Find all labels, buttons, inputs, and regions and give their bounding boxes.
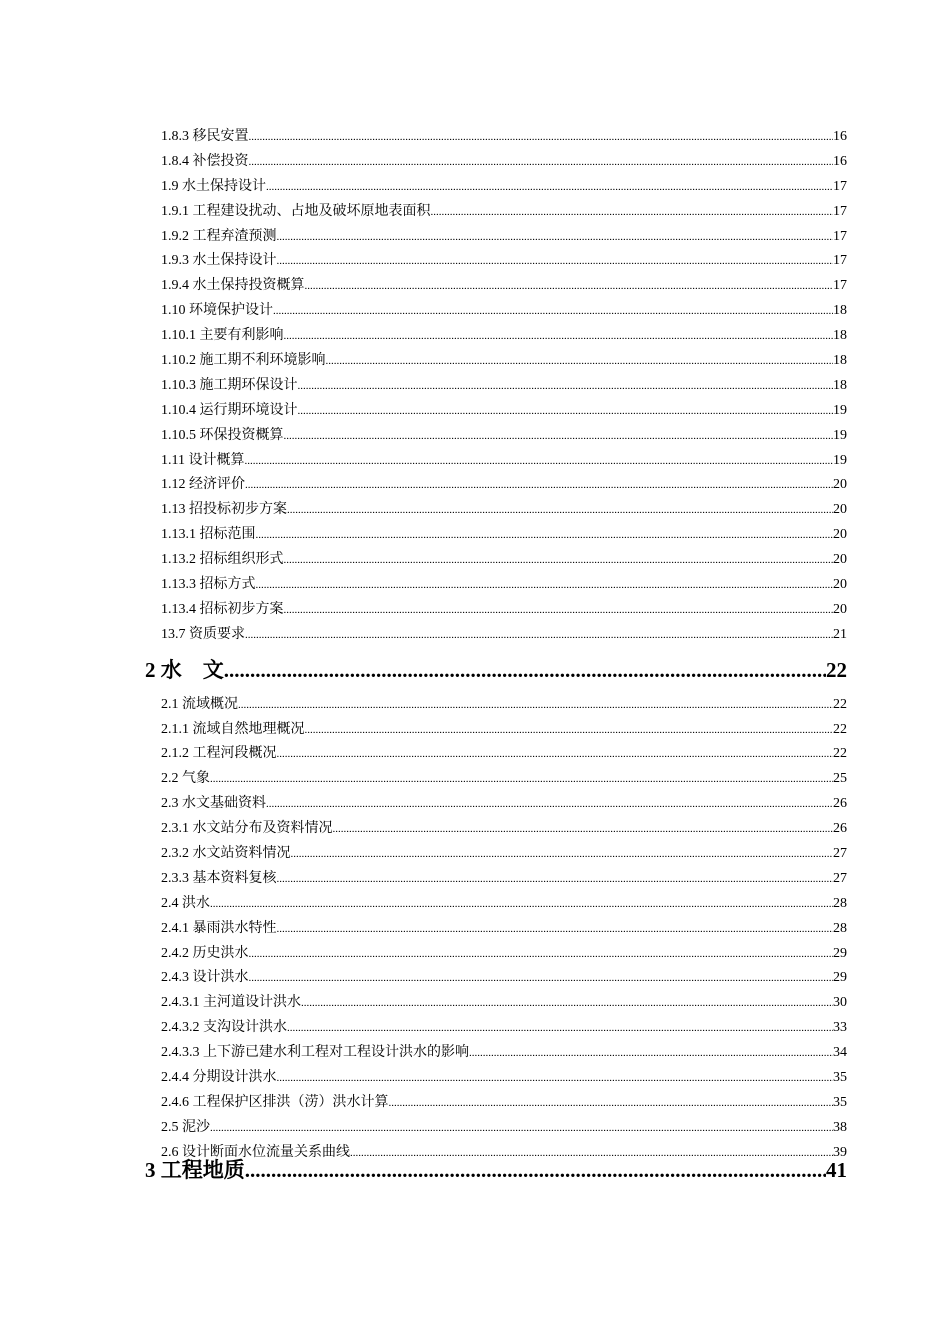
toc-entry-page: 19: [833, 452, 847, 468]
chapter-page: 22: [826, 657, 847, 682]
toc-entry[interactable]: [145, 842, 847, 867]
toc-dot-leader: [305, 274, 834, 299]
toc-entry-page: 22: [833, 721, 847, 737]
toc-entry-page: 28: [833, 895, 847, 911]
toc-entry-page: 19: [833, 427, 847, 443]
toc-dot-leader: [210, 767, 833, 792]
toc-dot-leader: [298, 399, 834, 424]
toc-entry[interactable]: [145, 424, 847, 449]
toc-entry-title: 1.10.3 施工期环保设计: [161, 377, 298, 393]
toc-entry-title: 1.13.3 招标方式: [161, 577, 256, 593]
toc-entry[interactable]: [145, 374, 847, 399]
toc-dot-leader: [256, 573, 834, 598]
chapter-page: 41: [826, 1157, 847, 1182]
toc-entry-title: 2.4.3.2 支沟设计洪水: [161, 1020, 287, 1036]
toc-entry-page: 39: [833, 1144, 847, 1160]
toc-dot-leader: [238, 693, 833, 718]
toc-entry[interactable]: [145, 299, 847, 324]
toc-dot-leader: [469, 1041, 833, 1066]
toc-entry-page: 17: [833, 228, 847, 244]
toc-entry-title: 1.9.3 水土保持设计: [161, 253, 277, 269]
toc-entry[interactable]: [145, 598, 847, 623]
toc-dot-leader: [245, 1134, 826, 1206]
toc-dot-leader: [284, 598, 834, 623]
toc-entry-title: 2.3.1 水文站分布及资料情况: [161, 821, 333, 837]
toc-section-1: [145, 125, 847, 648]
toc-dot-leader: [291, 842, 834, 867]
toc-entry-page: 21: [833, 626, 847, 642]
toc-entry[interactable]: [145, 867, 847, 892]
toc-dot-leader: [210, 892, 833, 917]
toc-entry-page: 20: [833, 527, 847, 543]
toc-entry-page: 17: [833, 253, 847, 269]
toc-entry[interactable]: [145, 967, 847, 992]
chapter-title: 3 工程地质: [145, 1157, 245, 1182]
toc-entry-page: 35: [833, 1070, 847, 1086]
toc-entry-page: 18: [833, 303, 847, 319]
toc-chapter-2[interactable]: [145, 648, 847, 693]
toc-dot-leader: [284, 548, 834, 573]
toc-entry[interactable]: [145, 718, 847, 743]
toc-dot-leader: [389, 1091, 834, 1116]
toc-entry[interactable]: [145, 623, 847, 648]
toc-entry[interactable]: [145, 324, 847, 349]
toc-dot-leader: [249, 125, 834, 150]
toc-entry-title: 1.10.4 运行期环境设计: [161, 402, 298, 418]
toc-entry-page: 26: [833, 821, 847, 837]
toc-dot-leader: [245, 623, 833, 648]
toc-dot-leader: [277, 742, 834, 767]
toc-entry-page: 26: [833, 796, 847, 812]
toc-entry-title: 2.4.3.3 上下游已建水利工程对工程设计洪水的影响: [161, 1045, 469, 1061]
table-of-contents: [145, 125, 847, 1206]
toc-entry[interactable]: [145, 1016, 847, 1041]
toc-entry-title: 2.1 流域概况: [161, 696, 238, 712]
toc-entry[interactable]: [145, 523, 847, 548]
toc-entry-title: 2.3.2 水文站资料情况: [161, 846, 291, 862]
toc-entry-page: 17: [833, 178, 847, 194]
toc-dot-leader: [266, 175, 833, 200]
toc-dot-leader: [277, 867, 834, 892]
toc-entry-title: 2.4.2 历史洪水: [161, 945, 249, 961]
toc-dot-leader: [298, 374, 834, 399]
toc-entry-page: 28: [833, 920, 847, 936]
toc-entry-page: 20: [833, 601, 847, 617]
toc-entry[interactable]: [145, 449, 847, 474]
toc-entry-title: 1.10.1 主要有利影响: [161, 328, 284, 344]
toc-entry-page: 22: [833, 746, 847, 762]
toc-entry[interactable]: [145, 125, 847, 150]
toc-entry[interactable]: [145, 1041, 847, 1066]
toc-entry-title: 2.1.2 工程河段概况: [161, 746, 277, 762]
toc-entry-title: 2.3 水文基础资料: [161, 796, 266, 812]
toc-dot-leader: [244, 449, 833, 474]
toc-entry-page: 25: [833, 771, 847, 787]
toc-entry[interactable]: [145, 817, 847, 842]
toc-entry-page: 38: [833, 1119, 847, 1135]
toc-entry-page: 18: [833, 353, 847, 368]
toc-entry-page: 18: [833, 328, 847, 344]
toc-entry[interactable]: [145, 1066, 847, 1091]
toc-dot-leader: [249, 966, 834, 991]
toc-entry[interactable]: [145, 548, 847, 573]
toc-entry[interactable]: [145, 742, 847, 767]
toc-entry[interactable]: [145, 792, 847, 817]
toc-entry[interactable]: [145, 200, 847, 225]
toc-entry[interactable]: [145, 1091, 847, 1116]
toc-entry[interactable]: [145, 175, 847, 200]
toc-entry[interactable]: [145, 249, 847, 274]
toc-entry-page: 16: [833, 153, 847, 169]
toc-entry-title: 1.13.2 招标组织形式: [161, 552, 284, 568]
toc-entry-title: 2.3.3 基本资料复核: [161, 870, 277, 886]
toc-dot-leader: [277, 1066, 834, 1091]
toc-dot-leader: [245, 473, 833, 498]
toc-entry-title: 1.10.2 施工期不利环境影响: [161, 353, 326, 368]
toc-entry-title: 1.9.2 工程弃渣预测: [161, 228, 277, 244]
toc-entry-page: 35: [833, 1094, 847, 1110]
toc-dot-leader: [431, 200, 834, 225]
toc-entry-page: 20: [833, 577, 847, 593]
toc-entry[interactable]: [145, 573, 847, 598]
toc-entry-title: 2.5 泥沙: [161, 1119, 210, 1135]
toc-entry-title: 13.7 资质要求: [161, 626, 245, 642]
toc-entry-title: 2.4 洪水: [161, 895, 210, 911]
toc-dot-leader: [326, 349, 834, 374]
toc-entry-title: 2.6 设计断面水位流量关系曲线: [161, 1144, 350, 1160]
toc-entry-title: 1.10.5 环保投资概算: [161, 427, 284, 443]
toc-dot-leader: [277, 249, 834, 274]
toc-entry-page: 20: [833, 502, 847, 518]
toc-entry[interactable]: [145, 150, 847, 175]
toc-entry-title: 1.12 经济评价: [161, 477, 245, 493]
toc-entry-page: 20: [833, 477, 847, 493]
toc-entry-title: 1.8.3 移民安置: [161, 128, 249, 144]
toc-entry-page: 30: [833, 995, 847, 1011]
toc-dot-leader: [273, 299, 833, 324]
toc-entry[interactable]: [145, 693, 847, 718]
toc-dot-leader: [256, 523, 834, 548]
toc-entry-title: 2.4.3 设计洪水: [161, 970, 249, 986]
toc-dot-leader: [284, 324, 834, 349]
toc-entry-title: 1.13 招投标初步方案: [161, 502, 287, 518]
toc-entry-page: 18: [833, 377, 847, 393]
toc-entry-page: 17: [833, 203, 847, 219]
toc-entry-page: 34: [833, 1045, 847, 1061]
toc-entry-page: 27: [833, 870, 847, 886]
chapter-title: 2 水 文: [145, 657, 224, 682]
toc-entry-page: 27: [833, 846, 847, 862]
toc-section-2: [145, 693, 847, 1166]
toc-entry-page: 29: [833, 970, 847, 986]
toc-entry-title: 2.4.3.1 主河道设计洪水: [161, 995, 301, 1011]
toc-entry-title: 1.10 环境保护设计: [161, 303, 273, 319]
toc-dot-leader: [333, 817, 834, 842]
toc-entry-title: 1.8.4 补偿投资: [161, 153, 249, 169]
toc-dot-leader: [284, 424, 834, 449]
toc-dot-leader: [249, 150, 834, 175]
toc-entry-title: 2.1.1 流域自然地理概况: [161, 721, 305, 737]
toc-entry-title: 2.2 气象: [161, 771, 210, 787]
toc-entry-page: 22: [833, 696, 847, 712]
toc-entry[interactable]: [145, 274, 847, 299]
toc-dot-leader: [224, 648, 826, 693]
toc-entry-title: 1.9.1 工程建设扰动、占地及破坏原地表面积: [161, 203, 431, 219]
toc-dot-leader: [287, 498, 833, 523]
toc-entry-title: 1.11 设计概算: [161, 452, 245, 468]
toc-entry[interactable]: [145, 991, 847, 1016]
toc-entry-title: 2.4.1 暴雨洪水特性: [161, 920, 277, 936]
toc-entry[interactable]: [145, 917, 847, 942]
toc-entry[interactable]: [145, 399, 847, 424]
toc-entry-title: 2.4.6 工程保护区排洪（涝）洪水计算: [161, 1094, 389, 1110]
toc-entry-title: 1.13.1 招标范围: [161, 527, 256, 543]
toc-entry-title: 1.9.4 水土保持投资概算: [161, 278, 305, 294]
toc-dot-leader: [277, 917, 834, 942]
toc-entry[interactable]: [145, 942, 847, 967]
toc-entry[interactable]: [145, 349, 847, 374]
toc-dot-leader: [277, 225, 834, 250]
toc-entry-page: 17: [833, 278, 847, 294]
toc-entry-title: 1.13.4 招标初步方案: [161, 601, 284, 617]
toc-entry-page: 16: [833, 128, 847, 144]
toc-dot-leader: [287, 1016, 833, 1041]
toc-entry-title: 2.4.4 分期设计洪水: [161, 1070, 277, 1086]
toc-entry[interactable]: [145, 498, 847, 523]
toc-entry-title: 1.9 水土保持设计: [161, 178, 266, 194]
toc-chapter-3[interactable]: [145, 1157, 847, 1206]
toc-entry[interactable]: [145, 225, 847, 250]
toc-dot-leader: [249, 942, 834, 967]
toc-entry[interactable]: [145, 892, 847, 917]
toc-entry-page: 20: [833, 552, 847, 568]
toc-entry-page: 29: [833, 945, 847, 961]
toc-dot-leader: [266, 792, 833, 817]
toc-entry-page: 33: [833, 1020, 847, 1036]
toc-entry[interactable]: [145, 767, 847, 792]
toc-entry[interactable]: [145, 473, 847, 498]
toc-dot-leader: [305, 718, 834, 743]
toc-entry-page: 19: [833, 402, 847, 418]
toc-dot-leader: [301, 991, 833, 1016]
